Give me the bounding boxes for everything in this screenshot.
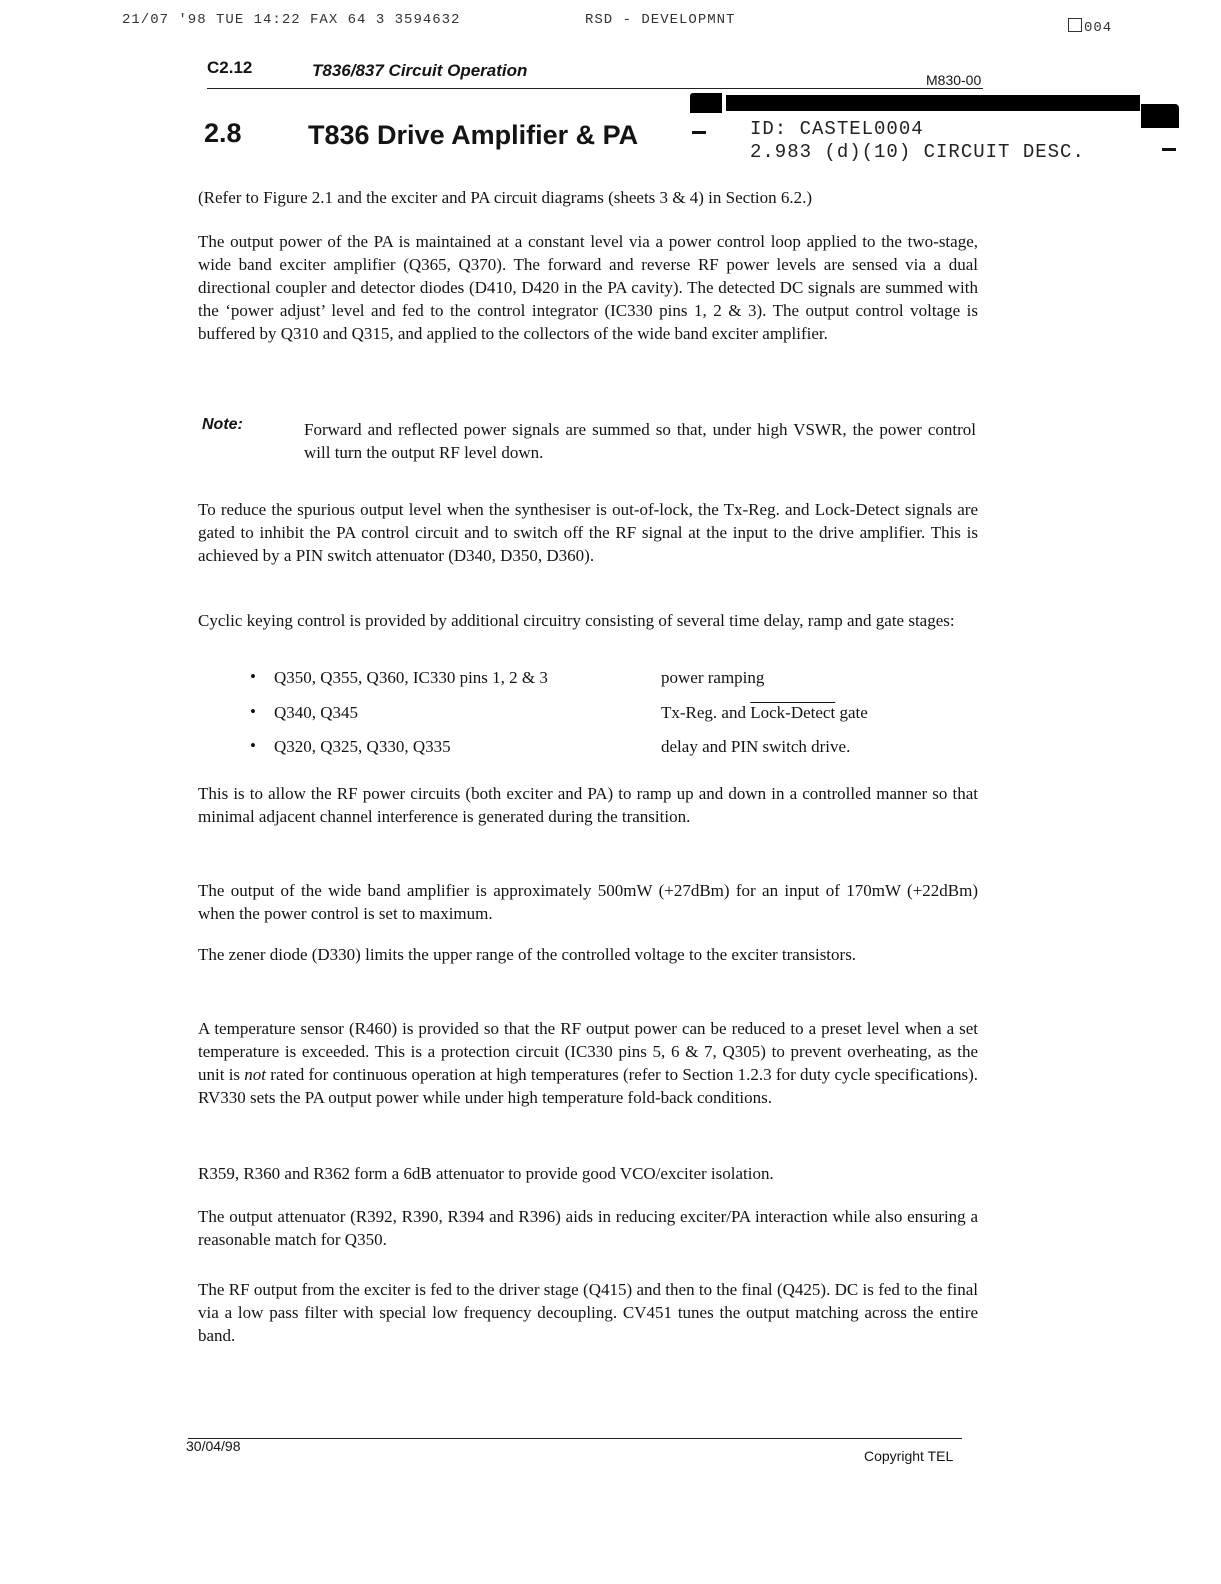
list-item-function: Tx-Reg. and Lock-Detect gate [661,703,868,722]
ramp-paragraph: This is to allow the RF power circuits (both exciter and PA) to ramp up and down in a controlled manner so that minimal adjacent channel interference is generated during the transition. [198,784,978,826]
bullet-icon: • [250,667,256,686]
scan-bar-right [1141,104,1179,128]
list-item-components: Q350, Q355, Q360, IC330 pins 1, 2 & 3 [274,668,548,687]
rf-output-paragraph: The RF output from the exciter is fed to the driver stage (Q415) and then to the final (Q425). DC is fed to the final via a low pass filter with special low frequency decoupling. CV451 tunes the output matching across the entire band. [198,1280,978,1345]
footer-date: 30/04/98 [186,1438,241,1454]
cyclic-paragraph: Cyclic keying control is provided by additional circuitry consisting of several time delay, ramp and gate stages: [198,611,955,630]
list-item-function: delay and PIN switch drive. [661,737,851,756]
spurious-paragraph: To reduce the spurious output level when the synthesiser is out-of-lock, the Tx-Reg. and Lock-Detect signals are gated to inhibit the PA control circuit and to switch off the RF signal at the input to the drive amplifier. This is achieved by a PIN switch attenuator (D340, D350, D360). [198,500,978,565]
list-item-components: Q320, Q325, Q330, Q335 [274,737,451,756]
fax-page-number: 004 [1084,20,1113,36]
fax-header-sender: RSD - DEVELOPMNT [585,12,736,28]
note-label: Note: [202,416,243,433]
margin-dash [692,131,706,134]
document-code: M830-00 [926,72,982,88]
id-stamp-line1: ID: CASTEL0004 [750,118,924,140]
bullet-icon: • [250,736,256,755]
heading-title: T836 Drive Amplifier & PA [308,120,639,150]
running-section-title: T836/837 Circuit Operation [312,61,528,80]
fax-page-counter [1068,18,1112,36]
lock-detect-overlined: Lock-Detect [750,703,836,722]
header-rule [207,88,983,89]
footer-rule [188,1438,962,1439]
margin-dash [1162,148,1176,151]
heading-number: 2.8 [204,118,242,148]
running-section-number: C2.12 [207,58,253,77]
footer-copyright: Copyright TEL [864,1448,954,1464]
attenuator-paragraph: R359, R360 and R362 form a 6dB attenuator to provide good VCO/exciter isolation. [198,1164,774,1183]
output-attenuator-paragraph: The output attenuator (R392, R390, R394 and R396) aids in reducing exciter/PA interaction while also ensuring a reasonable match for Q350. [198,1207,978,1249]
checkbox-icon [1068,18,1082,32]
id-stamp-line2: 2.983 (d)(10) CIRCUIT DESC. [750,141,1085,163]
scan-bar [726,95,1140,111]
list-item-function: power ramping [661,668,765,687]
refer-paragraph: (Refer to Figure 2.1 and the exciter and PA circuit diagrams (sheets 3 & 4) in Section 6.2.) [198,188,813,207]
power-loop-paragraph: The output power of the PA is maintained at a constant level via a power control loop applied to the two-stage, wide band exciter amplifier (Q365, Q370). The forward and reverse RF power levels are sensed via a dual directional coupler and detector diodes (D410, D420 in the PA cavity). The detected DC signals are summed with the ‘power adjust’ level and fed to the control integrator (IC330 pins 1, 2 & 3). The output control voltage is buffered by Q310 and Q315, and applied to the collectors of the wide band exciter amplifier. [198,232,978,343]
list-item [250,703,970,733]
list-item [250,737,970,767]
fax-header-left: 21/07 '98 TUE 14:22 FAX 64 3 3594632 [122,12,461,28]
scan-bar-left [690,93,722,113]
list-item [250,668,970,698]
note-text: Forward and reflected power signals are summed so that, under high VSWR, the power control will turn the output RF level down. [304,420,976,462]
list-item-components: Q340, Q345 [274,703,359,722]
temperature-paragraph: A temperature sensor (R460) is provided so that the RF output power can be reduced to a preset level when a set temperature is exceeded. This is a protection circuit (IC330 pins 5, 6 & 7, Q305) to prevent overheating, as the unit is not rated for continuous operation at high temperatures (refer to Section 1.2.3 for duty cycle specifications). RV330 sets the PA output power while under high temperature fold-back conditions. [198,1019,978,1107]
output-paragraph: The output of the wide band amplifier is approximately 500mW (+27dBm) for an input of 170mW (+22dBm) when the power control is set to maximum. [198,881,978,923]
zener-paragraph: The zener diode (D330) limits the upper range of the controlled voltage to the exciter transistors. [198,945,857,964]
emphasis-not: not [244,1065,267,1084]
bullet-icon: • [250,702,256,721]
